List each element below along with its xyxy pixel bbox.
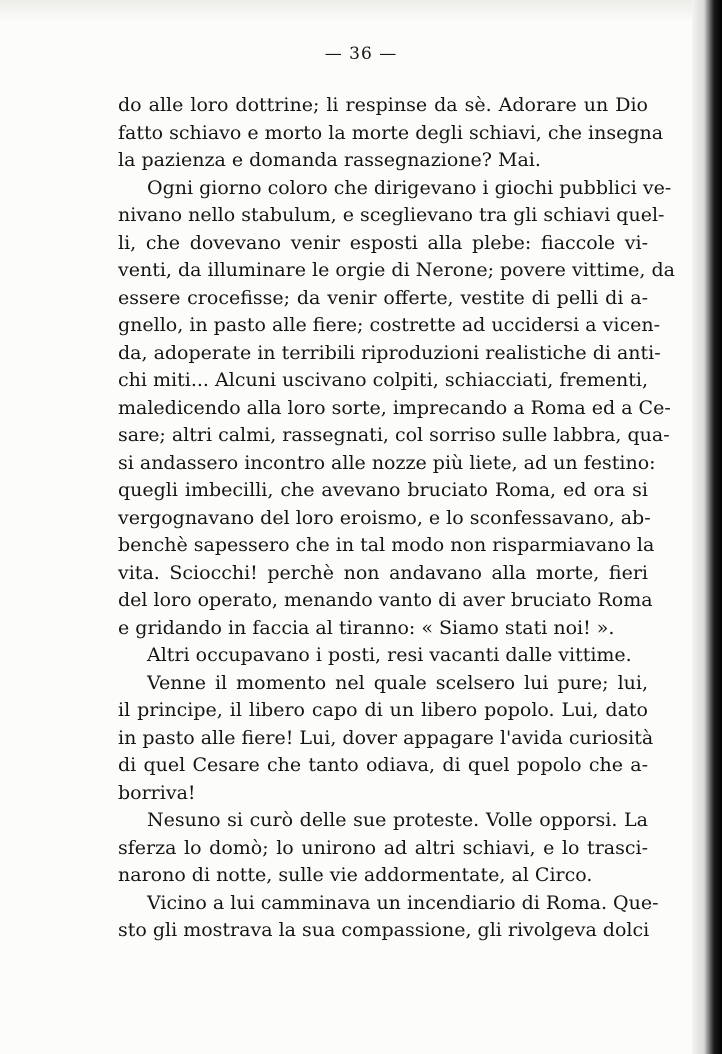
body-text — [118, 92, 675, 945]
text-line: fatto schiavo e morto la morte degli schiavi, che insegna — [118, 121, 664, 144]
text-line: nivano nello stabulum, e sceglievano tra gli schiavi quel- — [118, 204, 665, 226]
text-line: Ogni giorno coloro che dirigevano i giochi pubblici ve- — [147, 176, 672, 199]
text-line: sare; altri calmi, rassegnati, col sorriso sulle labbra, qua- — [118, 424, 670, 446]
text-line: chi miti... Alcuni uscivano colpiti, schiacciati, frementi, — [118, 369, 648, 391]
text-line: borriva! — [118, 781, 196, 804]
text-line: si andassero incontro alle nozze più liete, ad un festino: — [118, 451, 656, 474]
text-line: e gridando in faccia al tiranno: « Siamo stati noi! ». — [118, 616, 615, 639]
text-line: del loro operato, menando vanto di aver bruciato Roma — [118, 589, 653, 611]
text-line: sferza lo domò; lo unirono ad altri schiavi, e lo trasci- — [118, 836, 648, 859]
text-line: venti, da illuminare le orgie di Nerone; povere vittime, da — [118, 259, 675, 281]
text-line: Venne il momento nel quale scelsero lui pure; lui, — [147, 671, 648, 694]
text-line: vita. Sciocchi! perchè non andavano alla morte, fieri — [118, 561, 648, 584]
text-line: essere crocefisse; da venir offerte, vestite di pelli di a- — [118, 286, 648, 309]
page-number: — 36 — — [324, 44, 398, 64]
text-line: Nesuno si curò delle sue proteste. Volle opporsi. La — [147, 809, 648, 831]
text-line: in pasto alle fiere! Lui, dover appagare l'avida curiosità — [118, 726, 654, 749]
text-line: Altri occupavano i posti, resi vacanti dalle vittime. — [147, 644, 632, 666]
text-line: quegli imbecilli, che avevano bruciato Roma, ed ora si — [118, 479, 648, 501]
text-line: Vicino a lui camminava un incendiario di Roma. Que- — [147, 891, 659, 914]
book-binding-edge — [692, 0, 722, 1054]
text-line: maledicendo alla loro sorte, imprecando a Roma ed a Ce- — [118, 396, 671, 419]
text-line: do alle loro dottrine; li respinse da sè. Adorare un Dio — [118, 94, 648, 116]
text-line: sto gli mostrava la sua compassione, gli rivolgeva dolci — [118, 919, 650, 941]
text-line: di quel Cesare che tanto odiava, di quel popolo che a- — [118, 754, 648, 776]
text-line: da, adoperate in terribili riproduzioni realistiche di anti- — [118, 341, 661, 364]
text-line: narono di notte, sulle vie addormentate, al Circo. — [118, 864, 593, 886]
text-line: vergognavano del loro eroismo, e lo sconfessavano, ab- — [118, 506, 651, 529]
text-line: la pazienza e domanda rassegnazione? Mai. — [118, 149, 541, 171]
page-top-shadow — [0, 0, 722, 22]
text-line: benchè sapessero che in tal modo non risparmiavano la — [118, 534, 655, 556]
text-line: gnello, in pasto alle fiere; costrette ad uccidersi a vicen- — [118, 314, 661, 336]
text-line: li, che dovevano venir esposti alla plebe: fiaccole vi- — [118, 231, 648, 254]
text-line: il principe, il libero capo di un libero popolo. Lui, dato — [118, 699, 648, 721]
